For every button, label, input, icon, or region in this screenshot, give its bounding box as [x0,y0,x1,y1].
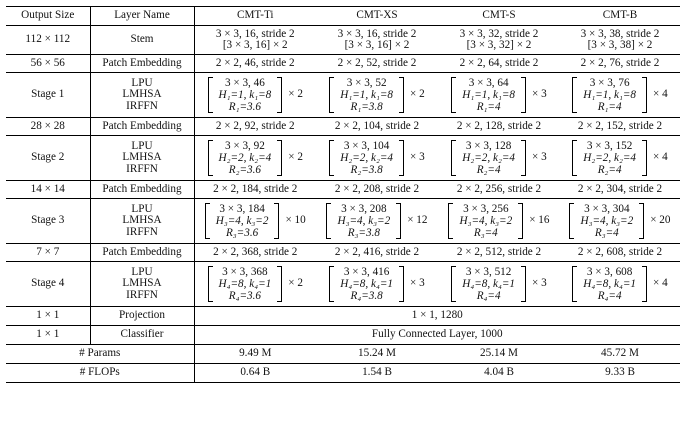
lmhsa-config: H₄=8, k₄=1 [583,278,636,290]
stage-layer-names [90,262,194,307]
stage-cell-b [560,136,680,181]
lmhsa-config: H₄=8, k₄=1 [462,278,515,290]
lpu-config: 3 × 3, 46 [224,77,265,89]
stage-name: Stage 3 [6,199,90,244]
stage-row-4 [6,262,680,307]
stage-cell-s [438,262,560,307]
repeat-multiplier: × 2 [288,277,303,290]
stem-layer-name: Stem [90,26,194,55]
params-ti: 9.49 M [194,345,316,364]
lmhsa-config: H₄=8, k₄=1 [340,278,393,290]
bracket-matrix [572,266,647,302]
stage-cell-b [560,199,680,244]
repeat-multiplier: × 4 [653,88,668,101]
stage-cell-s [438,199,560,244]
repeat-multiplier: × 4 [653,151,668,164]
bracket-matrix [329,77,404,113]
pe-cell-xs: 2 × 2, 104, stride 2 [316,118,438,136]
flops-label: # FLOPs [6,364,194,383]
pe-cell-b: 2 × 2, 304, stride 2 [560,181,680,199]
stage-cell-ti [194,73,316,118]
patch-embedding-row-3 [6,181,680,199]
patch-embedding-row-1 [6,55,680,73]
stage-cell-xs [316,262,438,307]
bracket-matrix [572,77,647,113]
layer-lmhsa: LMHSA [122,214,162,227]
irffn-config: R₃=4 [594,227,619,239]
layer-lpu: LPU [131,265,153,278]
lpu-config: 3 × 3, 304 [584,203,630,215]
lmhsa-config: H₃=4, k₃=2 [459,215,513,227]
flops-ti: 0.64 B [194,364,316,383]
stage-cell-s [438,136,560,181]
params-b: 45.72 M [560,345,680,364]
lmhsa-config: H₃=4, k₃=2 [580,215,634,227]
repeat-multiplier: × 12 [407,214,428,227]
layer-irffn: IRFFN [126,288,158,301]
stem-output-size: 112 × 112 [6,26,90,55]
stage-cell-ti [194,136,316,181]
stage-cell-b [560,262,680,307]
layer-lpu: LPU [131,202,153,215]
stem-cell-xs [316,26,438,55]
lpu-config: 3 × 3, 416 [343,266,390,278]
layer-lmhsa: LMHSA [122,151,162,164]
stage-cell-b [560,73,680,118]
lmhsa-config: H₄=8, k₄=1 [218,278,272,290]
bracket-matrix [208,77,283,113]
pe-cell-b: 2 × 2, 76, stride 2 [560,55,680,73]
repeat-multiplier: × 3 [532,277,547,290]
pe-layer-name: Patch Embedding [90,118,194,136]
stage-row-3 [6,199,680,244]
lpu-config: 3 × 3, 64 [468,77,509,89]
flops-s: 4.04 B [438,364,560,383]
lmhsa-config: H₂=2, k₂=4 [462,152,515,164]
lpu-config: 3 × 3, 512 [465,266,512,278]
bracket-matrix [451,266,526,302]
bracket-matrix [326,203,401,239]
stage-cell-ti [194,262,316,307]
stem-ti-line2: [3 × 3, 16] × 2 [222,39,288,51]
projection-output-size: 1 × 1 [6,307,90,326]
irffn-config: R₂=3.8 [350,164,383,176]
lmhsa-config: H₃=4, k₃=2 [215,215,269,227]
pe-cell-ti: 2 × 2, 184, stride 2 [194,181,316,199]
classifier-layer-name: Classifier [90,326,194,345]
bracket-matrix [329,266,404,302]
irffn-config: R₄=3.8 [350,290,383,302]
pe-layer-name: Patch Embedding [90,181,194,199]
stem-xs-line1: 3 × 3, 16, stride 2 [337,27,417,40]
pe-cell-s: 2 × 2, 128, stride 2 [438,118,560,136]
lpu-config: 3 × 3, 184 [219,203,265,215]
stage-row-2 [6,136,680,181]
stage-cell-xs [316,136,438,181]
repeat-multiplier: × 4 [653,277,668,290]
header-cmt-xs: CMT-XS [316,7,438,26]
params-label: # Params [6,345,194,364]
pe-cell-b: 2 × 2, 152, stride 2 [560,118,680,136]
pe-cell-xs: 2 × 2, 52, stride 2 [316,55,438,73]
flops-b: 9.33 B [560,364,680,383]
layer-lpu: LPU [131,76,153,89]
irffn-config: R₄=3.6 [228,290,262,302]
header-row [6,7,680,26]
stem-xs-line2: [3 × 3, 16] × 2 [344,39,410,51]
repeat-multiplier: × 3 [532,151,547,164]
irffn-config: R₃=4 [473,227,498,239]
pe-layer-name: Patch Embedding [90,55,194,73]
layer-irffn: IRFFN [126,225,158,238]
bracket-matrix [569,203,644,239]
stage-cell-xs [316,199,438,244]
stem-ti-line1: 3 × 3, 16, stride 2 [215,27,295,40]
stem-b-line2: [3 × 3, 38] × 2 [587,39,653,51]
bracket-matrix [329,140,404,176]
pe-cell-ti: 2 × 2, 92, stride 2 [194,118,316,136]
params-row [6,345,680,364]
bracket-matrix [208,140,283,176]
stage-name: Stage 4 [6,262,90,307]
pe-output-size: 7 × 7 [6,244,90,262]
params-s: 25.14 M [438,345,560,364]
pe-cell-s: 2 × 2, 512, stride 2 [438,244,560,262]
stem-b-line1: 3 × 3, 38, stride 2 [580,27,660,40]
patch-embedding-row-4 [6,244,680,262]
lpu-config: 3 × 3, 256 [463,203,509,215]
header-cmt-b: CMT-B [560,7,680,26]
pe-cell-ti: 2 × 2, 368, stride 2 [194,244,316,262]
pe-cell-xs: 2 × 2, 208, stride 2 [316,181,438,199]
pe-output-size: 28 × 28 [6,118,90,136]
lpu-config: 3 × 3, 152 [586,140,633,152]
irffn-config: R₁=3.8 [350,101,383,113]
pe-cell-b: 2 × 2, 608, stride 2 [560,244,680,262]
repeat-multiplier: × 2 [288,88,303,101]
flops-xs: 1.54 B [316,364,438,383]
irffn-config: R₂=4 [476,164,501,176]
pe-cell-s: 2 × 2, 64, stride 2 [438,55,560,73]
stage-cell-s [438,73,560,118]
bracket-matrix [451,140,526,176]
repeat-multiplier: × 16 [529,214,550,227]
params-xs: 15.24 M [316,345,438,364]
bracket-matrix [205,203,280,239]
patch-embedding-row-2 [6,118,680,136]
irffn-config: R₁=4 [476,101,501,113]
pe-layer-name: Patch Embedding [90,244,194,262]
irffn-config: R₄=4 [597,290,622,302]
pe-cell-s: 2 × 2, 256, stride 2 [438,181,560,199]
pe-cell-xs: 2 × 2, 416, stride 2 [316,244,438,262]
lpu-config: 3 × 3, 52 [346,77,387,89]
lpu-config: 3 × 3, 104 [343,140,390,152]
lmhsa-config: H₂=2, k₂=4 [340,152,393,164]
stage-cell-ti [194,199,316,244]
lmhsa-config: H₃=4, k₃=2 [337,215,391,227]
irffn-config: R₂=3.6 [228,164,262,176]
stage-layer-names [90,136,194,181]
irffn-config: R₄=4 [476,290,501,302]
header-output-size: Output Size [6,7,90,26]
lmhsa-config: H₂=2, k₂=4 [218,152,272,164]
cmt-architecture-table [6,6,680,383]
repeat-multiplier: × 3 [532,88,547,101]
stem-s-line2: [3 × 3, 32] × 2 [466,39,532,51]
stem-cell-b [560,26,680,55]
pe-output-size: 14 × 14 [6,181,90,199]
irffn-config: R₂=4 [597,164,622,176]
repeat-multiplier: × 2 [410,88,425,101]
layer-irffn: IRFFN [126,162,158,175]
stage-name: Stage 2 [6,136,90,181]
header-cmt-s: CMT-S [438,7,560,26]
architecture-table-container [6,6,680,383]
bracket-matrix [451,77,526,113]
repeat-multiplier: × 2 [288,151,303,164]
header-cmt-ti: CMT-Ti [194,7,316,26]
pe-cell-ti: 2 × 2, 46, stride 2 [194,55,316,73]
layer-irffn: IRFFN [126,99,158,112]
bracket-matrix [448,203,523,239]
classifier-output-size: 1 × 1 [6,326,90,345]
layer-lmhsa: LMHSA [122,88,162,101]
irffn-config: R₁=3.6 [228,101,262,113]
stem-row [6,26,680,55]
irffn-config: R₃=3.6 [225,227,259,239]
repeat-multiplier: × 20 [650,214,671,227]
lpu-config: 3 × 3, 92 [224,140,265,152]
stages-body [6,55,680,307]
lpu-config: 3 × 3, 608 [586,266,633,278]
lmhsa-config: H₁=1, k₁=8 [462,89,515,101]
repeat-multiplier: × 10 [285,214,306,227]
repeat-multiplier: × 3 [410,151,425,164]
irffn-config: R₁=4 [597,101,622,113]
irffn-config: R₃=3.8 [347,227,380,239]
stem-cell-s [438,26,560,55]
classifier-value: Fully Connected Layer, 1000 [194,326,680,345]
lmhsa-config: H₁=1, k₁=8 [340,89,393,101]
stage-cell-xs [316,73,438,118]
lmhsa-config: H₂=2, k₂=4 [583,152,636,164]
lmhsa-config: H₁=1, k₁=8 [218,89,272,101]
repeat-multiplier: × 3 [410,277,425,290]
flops-row [6,364,680,383]
lpu-config: 3 × 3, 128 [465,140,512,152]
bracket-matrix [208,266,283,302]
classifier-row [6,326,680,345]
projection-value: 1 × 1, 1280 [194,307,680,326]
projection-row [6,307,680,326]
stage-row-1 [6,73,680,118]
lpu-config: 3 × 3, 76 [589,77,630,89]
layer-lmhsa: LMHSA [122,277,162,290]
stem-cell-ti [194,26,316,55]
stage-layer-names [90,199,194,244]
bracket-matrix [572,140,647,176]
layer-lpu: LPU [131,139,153,152]
projection-layer-name: Projection [90,307,194,326]
stage-layer-names [90,73,194,118]
header-layer-name: Layer Name [90,7,194,26]
stem-s-line1: 3 × 3, 32, stride 2 [459,27,539,40]
stage-name: Stage 1 [6,73,90,118]
pe-output-size: 56 × 56 [6,55,90,73]
lpu-config: 3 × 3, 208 [341,203,387,215]
lpu-config: 3 × 3, 368 [222,266,268,278]
lmhsa-config: H₁=1, k₁=8 [583,89,636,101]
